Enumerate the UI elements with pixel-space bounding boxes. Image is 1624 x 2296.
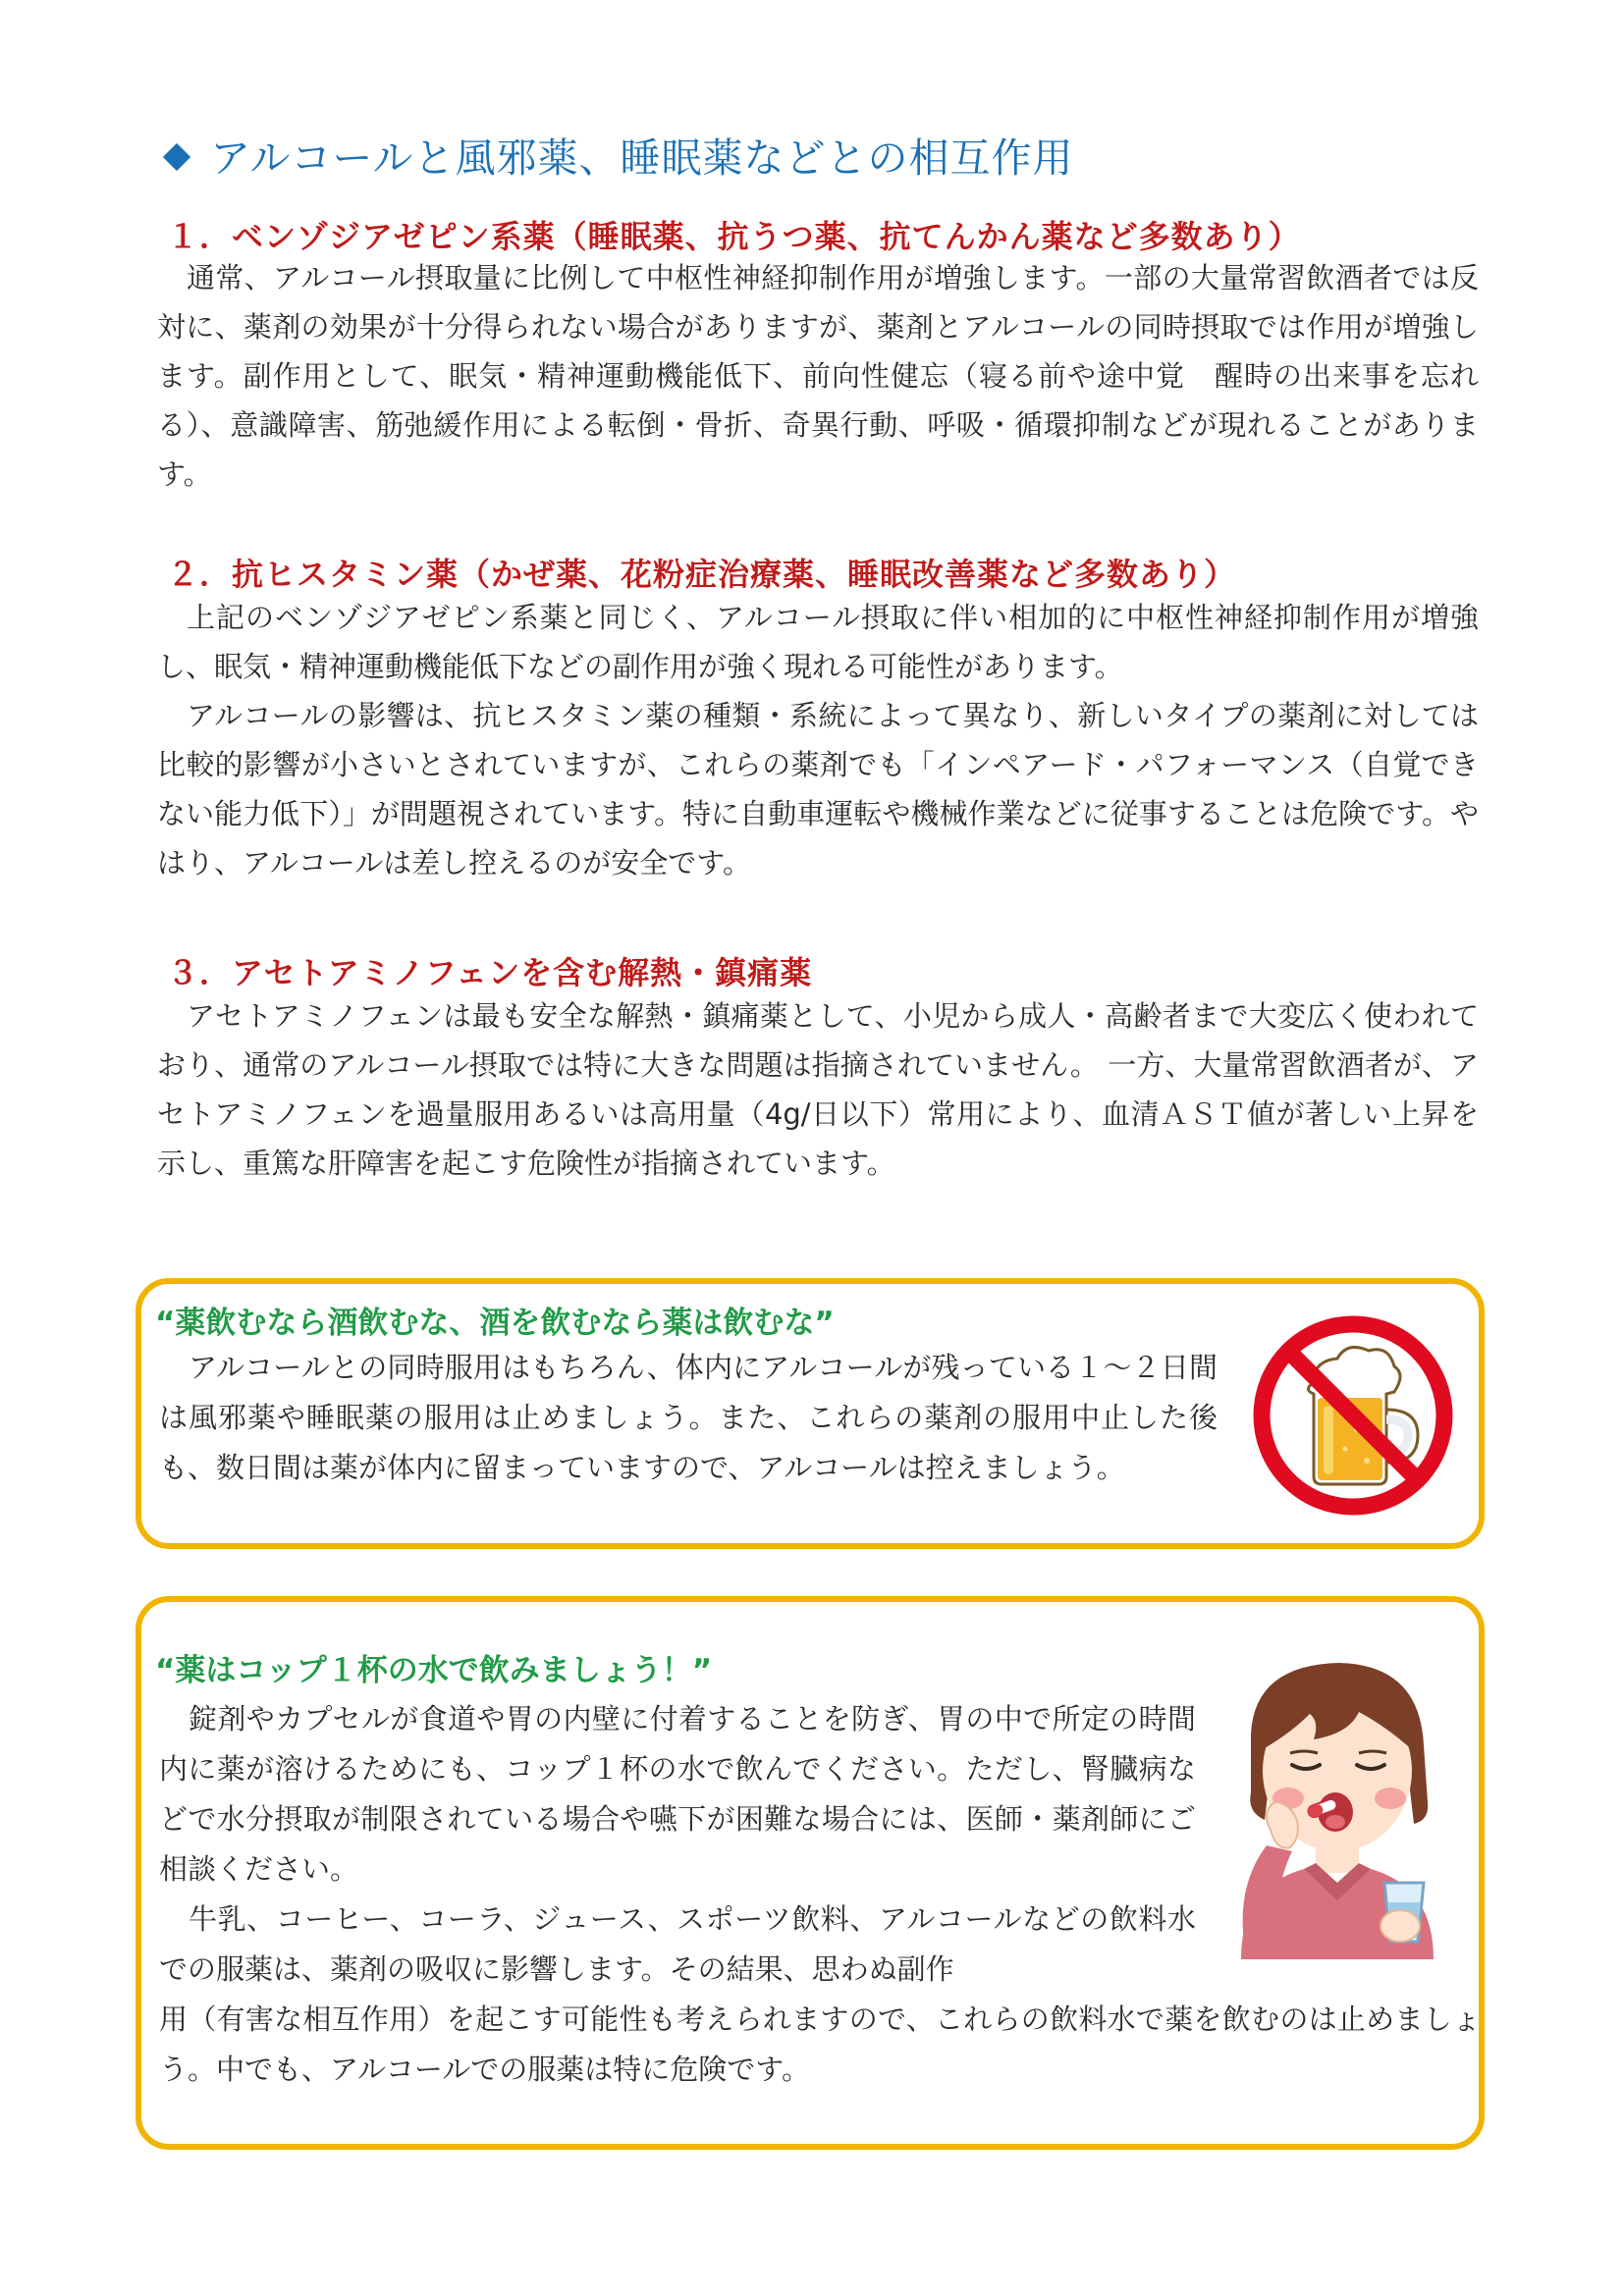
section-2-paragraph-1: 上記のベンゾジアゼピン系薬と同じく、アルコール摂取に伴い相加的に中枢性神経抑制作用が増強し、眠気・精神運動機能低下などの副作用が強く現れる可能性があります。 xyxy=(157,601,1479,683)
callout-2-text-1: 錠剤やカプセルが食道や胃の内壁に付着することを防ぎ、胃の中で所定の時間内に薬が溶けるためにも、コップ１杯の水で飲んでください。ただし、腎臓病などで水分摂取が制限されている場合や嚥下が困難な場合には、医師・薬剤師にご相談ください。 xyxy=(159,1702,1196,1886)
callout-box-no-alcohol xyxy=(135,1278,1485,1549)
woman-taking-medicine-illustration xyxy=(1212,1655,1457,1959)
section-3-paragraph: アセトアミノフェンは最も安全な解熱・鎮痛薬として、小児から成人・高齢者まで大変広く使われており、通常のアルコール摂取では特に大きな問題は指摘されていません。 一方、大量常習飲酒者が、アセトアミノフェンを過量服用あるいは高用量（4g/日以下）常用により、血清ＡＳＴ値が著しい上昇を示し、重篤な肝障害を起こす危険性が指摘されています。 xyxy=(157,999,1479,1180)
page-title-text: アルコールと風邪薬、睡眠薬などとの相互作用 xyxy=(210,134,1074,182)
diamond-bullet-icon xyxy=(163,143,190,171)
section-1-heading: １．ベンゾジアゼピン系薬（睡眠薬、抗うつ薬、抗てんかん薬など多数あり） xyxy=(167,218,1301,255)
section-1-paragraph: 通常、アルコール摂取量に比例して中枢性神経抑制作用が増強します。一部の大量常習飲酒者では反対に、薬剤の効果が十分得られない場合がありますが、薬剤とアルコールの同時摂取では作用が増強します。副作用として、眠気・精神運動機能低下、前向性健忘（寝る前や途中覚 醒時の出来事を忘れる）、意識障害、筋弛緩作用による転倒・骨折、奇異行動、呼吸・循環抑制などが現れることがあります。 xyxy=(157,261,1479,491)
callout-1-text: アルコールとの同時服用はもちろん、体内にアルコールが残っている１～２日間は風邪薬や睡眠薬の服用は止めましょう。また、これらの薬剤の服用中止した後も、数日間は薬が体内に留まっていますので、アルコールは控えましょう。 xyxy=(159,1351,1218,1484)
callout-2-title: “薬はコップ１杯の水で飲みましょう！” xyxy=(155,1653,713,1688)
callout-box-water xyxy=(135,1596,1485,2150)
section-2-heading: ２．抗ヒスタミン薬（かぜ薬、花粉症治療薬、睡眠改善薬など多数あり） xyxy=(167,556,1237,593)
callout-1-title: “薬飲むなら酒飲むな、酒を飲むなら薬は飲むな” xyxy=(155,1306,835,1341)
section-3-heading: ３．アセトアミノフェンを含む解熱・鎮痛薬 xyxy=(167,954,813,991)
no-alcohol-icon xyxy=(1249,1311,1457,1520)
callout-2-text-2a: 牛乳、コーヒー、コーラ、ジュース、スポーツ飲料、アルコールなどの飲料水での服薬は、薬剤の吸収に影響します。その結果、思わぬ副作 xyxy=(159,1902,1196,1986)
page-title xyxy=(167,126,1074,184)
section-2-paragraph-2: アルコールの影響は、抗ヒスタミン薬の種類・系統によって異なり、新しいタイプの薬剤に対しては比較的影響が小さいとされていますが、これらの薬剤でも「インペアード・パフォーマンス（自覚できない能力低下）」が問題視されています。特に自動車運転や機械作業などに従事することは危険です。やはり、アルコールは差し控えるのが安全です。 xyxy=(157,699,1479,880)
callout-2-text-2b: 用（有害な相互作用）を起こす可能性も考えられますので、これらの飲料水で薬を飲むのは止めましょう。中でも、アルコールでの服薬は特に危険です。 xyxy=(159,2002,1482,2086)
